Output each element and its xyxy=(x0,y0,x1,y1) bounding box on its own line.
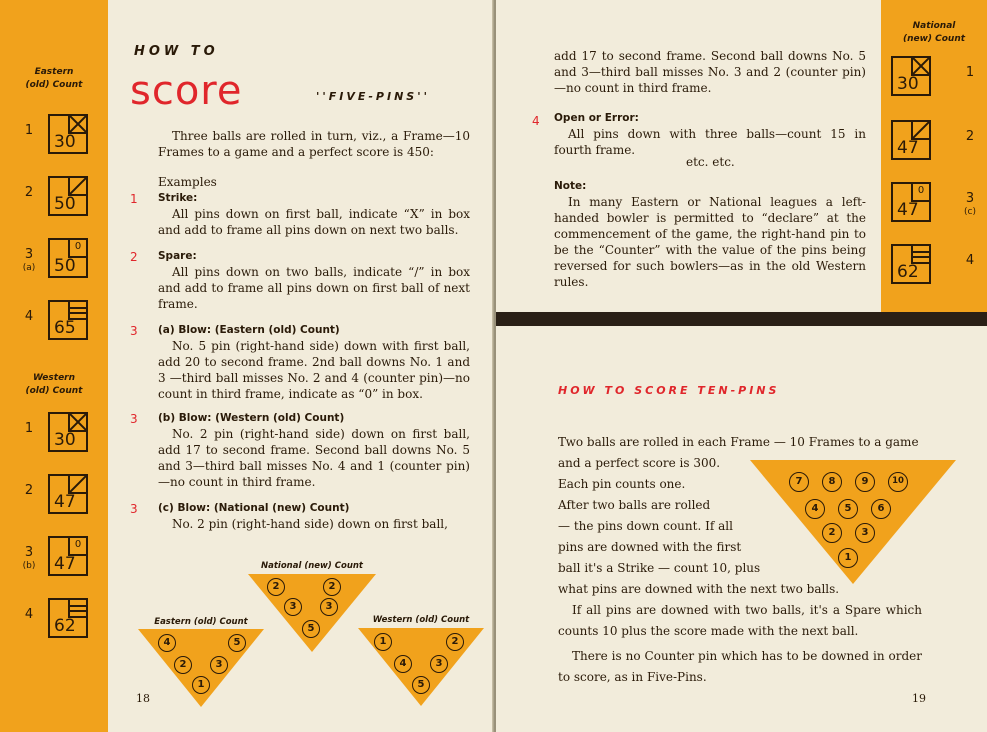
continued-text: add 17 to second frame. Second ball downs No. 5 and 3—third ball misses No. 3 and 2 (counter pin) —no count in third frame. xyxy=(554,49,866,95)
pin-1: 1 xyxy=(374,633,392,651)
frame-number: 1 xyxy=(24,123,34,138)
pin-5: 5 xyxy=(302,620,320,638)
pin-8: 8 xyxy=(822,472,842,492)
western-title-line1: Western xyxy=(32,373,76,383)
frame-number: 2 xyxy=(24,483,34,498)
frame-sub-label: (a) xyxy=(22,263,36,273)
score-frame xyxy=(891,244,931,284)
pin-1: 1 xyxy=(838,548,858,568)
pin-3: 3 xyxy=(284,598,302,616)
page-number-right: 19 xyxy=(912,692,926,705)
blow-national-body: No. 2 pin (right-hand side) down on first ball, xyxy=(172,517,448,531)
item-4-number: 4 xyxy=(532,114,540,128)
ten-intro-line: ball it's a Strike — count 10, plus xyxy=(558,561,761,575)
blow-western-title: (b) Blow: (Western (old) Count) xyxy=(158,412,345,424)
frame-number: 1 xyxy=(24,421,34,436)
item-3c xyxy=(158,500,470,532)
western-count-title xyxy=(0,372,108,398)
item-3a-number: 3 xyxy=(130,324,138,338)
item-2 xyxy=(158,248,470,312)
pin-3: 3 xyxy=(430,655,448,673)
frame-score: 47 xyxy=(54,554,76,574)
frame-score: 30 xyxy=(897,74,919,94)
score-frame xyxy=(48,238,88,278)
western-title-line2: (old) Count xyxy=(25,386,83,396)
pin-4: 4 xyxy=(158,634,176,652)
ten-pin-triangle xyxy=(750,460,956,586)
eastern-count-title xyxy=(0,66,108,92)
pin-7: 7 xyxy=(789,472,809,492)
eastern-triangle-label: Eastern (old) Count xyxy=(154,617,248,627)
pin-4: 4 xyxy=(805,499,825,519)
blow-eastern-body: No. 5 pin (right-hand side) down with first ball, add 20 to second frame. 2nd ball downs No. 1 and 3 —third ball misses No. 2 and 4 (counter pin)—no count in third frame, indicate as “0” in box. xyxy=(158,339,470,401)
frame-score: 65 xyxy=(54,318,76,338)
pin-6: 6 xyxy=(871,499,891,519)
blow-western-body: No. 2 pin (right-hand side) down on first ball, add 17 to second frame. Second ball downs No. 5 and 3—third ball misses No. 4 and 1 (counter pin) —no count in third frame. xyxy=(158,427,470,489)
strike-title: Strike: xyxy=(158,192,198,204)
left-sidebar xyxy=(0,0,108,732)
item-3b-number: 3 xyxy=(130,412,138,426)
spare-body: All pins down on two balls, indicate “/” in box and add to frame all pins down on first ball of next frame. xyxy=(158,265,470,311)
pin-2: 2 xyxy=(446,633,464,651)
spare-paragraph: If all pins are downed with two balls, it's a Spare which counts 10 plus the score made with the next ball. xyxy=(558,603,922,638)
frame-score: 47 xyxy=(54,492,76,512)
spare-mark xyxy=(69,178,86,195)
item-3c-number: 3 xyxy=(130,502,138,516)
ten-intro-line: — the pins down count. If all xyxy=(558,519,733,533)
right-page xyxy=(496,0,987,732)
note xyxy=(554,178,866,290)
how-to-heading: HOW TO xyxy=(134,44,219,59)
ten-intro-line: After two balls are rolled xyxy=(558,498,711,512)
blow-national-title: (c) Blow: (National (new) Count) xyxy=(158,502,350,514)
frame-sub-label: (b) xyxy=(22,561,36,571)
ten-pins-heading: HOW TO SCORE TEN-PINS xyxy=(558,384,780,397)
page-number-left: 18 xyxy=(136,692,150,705)
five-pins-heading: ''FIVE-PINS'' xyxy=(316,90,430,103)
open-error-body: All pins down with three balls—count 15 in fourth frame. xyxy=(554,127,866,157)
score-frame xyxy=(48,412,88,452)
pin-5: 5 xyxy=(412,676,430,694)
national-count-title xyxy=(881,20,987,46)
open-mark xyxy=(70,605,86,607)
note-title: Note: xyxy=(554,180,587,192)
spare-mark xyxy=(912,122,929,139)
examples-label: Examples xyxy=(158,175,217,189)
national-title-line1: National xyxy=(912,21,956,31)
frame-score: 47 xyxy=(897,200,919,220)
frame-score: 30 xyxy=(54,430,76,450)
ten-intro-line: what pins are downed with the next two balls. xyxy=(558,582,840,596)
pin-3: 3 xyxy=(855,523,875,543)
zero-mark: 0 xyxy=(74,539,82,550)
pin-3: 3 xyxy=(210,656,228,674)
frame-sub-label: (c) xyxy=(964,207,976,217)
pin-5: 5 xyxy=(838,499,858,519)
intro-text: Three balls are rolled in turn, viz., a Frame—10 Frames to a game and a perfect score is 450: xyxy=(158,129,470,159)
score-heading: score xyxy=(130,68,243,114)
zero-mark: 0 xyxy=(917,185,925,196)
frame-score: 62 xyxy=(54,616,76,636)
frame-number: 4 xyxy=(965,253,975,268)
divider-bar xyxy=(496,312,987,326)
strike-body: All pins down on first ball, indicate “X” in box and add to frame all pins down on next two balls. xyxy=(158,207,470,237)
score-frame xyxy=(891,120,931,160)
note-body: In many Eastern or National leagues a left-handed bowler is permitted to “declare” at the commencement of the game, the right-hand pin to be the “Counter” with the value of the pins being reversed for such bowlers—as in the old Western rules. xyxy=(554,195,866,289)
eastern-title-line2: (old) Count xyxy=(25,80,83,90)
frame-score: 30 xyxy=(54,132,76,152)
score-frame xyxy=(891,182,931,222)
pin-4: 4 xyxy=(394,655,412,673)
score-frame xyxy=(48,536,88,576)
pin-9: 9 xyxy=(855,472,875,492)
open-mark xyxy=(70,312,86,314)
item-1-number: 1 xyxy=(130,192,138,206)
ten-intro-line: Two balls are rolled in each Frame — 10 Frames to a game xyxy=(558,435,919,449)
frame-score: 50 xyxy=(54,256,76,276)
score-frame xyxy=(48,114,88,154)
zero-mark: 0 xyxy=(74,241,82,252)
score-frame xyxy=(48,598,88,638)
pin-1: 1 xyxy=(192,676,210,694)
score-frame xyxy=(48,176,88,216)
etc-text: etc. etc. xyxy=(686,155,735,169)
frame-number: 1 xyxy=(965,65,975,80)
item-4 xyxy=(554,110,866,158)
western-triangle-label: Western (old) Count xyxy=(372,615,470,625)
item-2-number: 2 xyxy=(130,250,138,264)
item-1 xyxy=(158,190,470,238)
pin-3: 3 xyxy=(320,598,338,616)
national-triangle-label: National (new) Count xyxy=(261,561,363,571)
score-frame xyxy=(891,56,931,96)
right-sidebar xyxy=(881,0,987,312)
pin-2: 2 xyxy=(267,578,285,596)
national-title-line2: (new) Count xyxy=(902,34,966,44)
spare-title: Spare: xyxy=(158,250,197,262)
frame-number: 3 xyxy=(24,247,34,262)
frame-number: 2 xyxy=(965,129,975,144)
pin-10: 10 xyxy=(888,472,908,492)
pin-2: 2 xyxy=(822,523,842,543)
open-mark xyxy=(70,610,86,612)
spare-mark xyxy=(69,476,86,493)
frame-score: 50 xyxy=(54,194,76,214)
pin-2: 2 xyxy=(174,656,192,674)
score-frame xyxy=(48,474,88,514)
item-3b xyxy=(158,410,470,490)
open-mark xyxy=(913,256,929,258)
frame-score: 47 xyxy=(897,138,919,158)
frame-number: 4 xyxy=(24,607,34,622)
frame-number: 3 xyxy=(24,545,34,560)
item-3a xyxy=(158,322,470,402)
eastern-title-line1: Eastern xyxy=(34,67,74,77)
frame-number: 3 xyxy=(965,191,975,206)
open-error-title: Open or Error: xyxy=(554,112,639,124)
blow-eastern-title: (a) Blow: (Eastern (old) Count) xyxy=(158,324,340,336)
score-frame xyxy=(48,300,88,340)
ten-intro-line: pins are downed with the first xyxy=(558,540,742,554)
frame-number: 4 xyxy=(24,309,34,324)
pin-2: 2 xyxy=(323,578,341,596)
frame-number: 2 xyxy=(24,185,34,200)
ten-intro-line: Each pin counts one. xyxy=(558,477,686,491)
pin-5: 5 xyxy=(228,634,246,652)
open-mark xyxy=(70,307,86,309)
open-mark xyxy=(913,251,929,253)
counter-pin-paragraph: There is no Counter pin which has to be downed in order to score, as in Five-Pins. xyxy=(558,649,922,684)
frame-score: 62 xyxy=(897,262,919,282)
ten-intro-line: and a perfect score is 300. xyxy=(558,456,721,470)
